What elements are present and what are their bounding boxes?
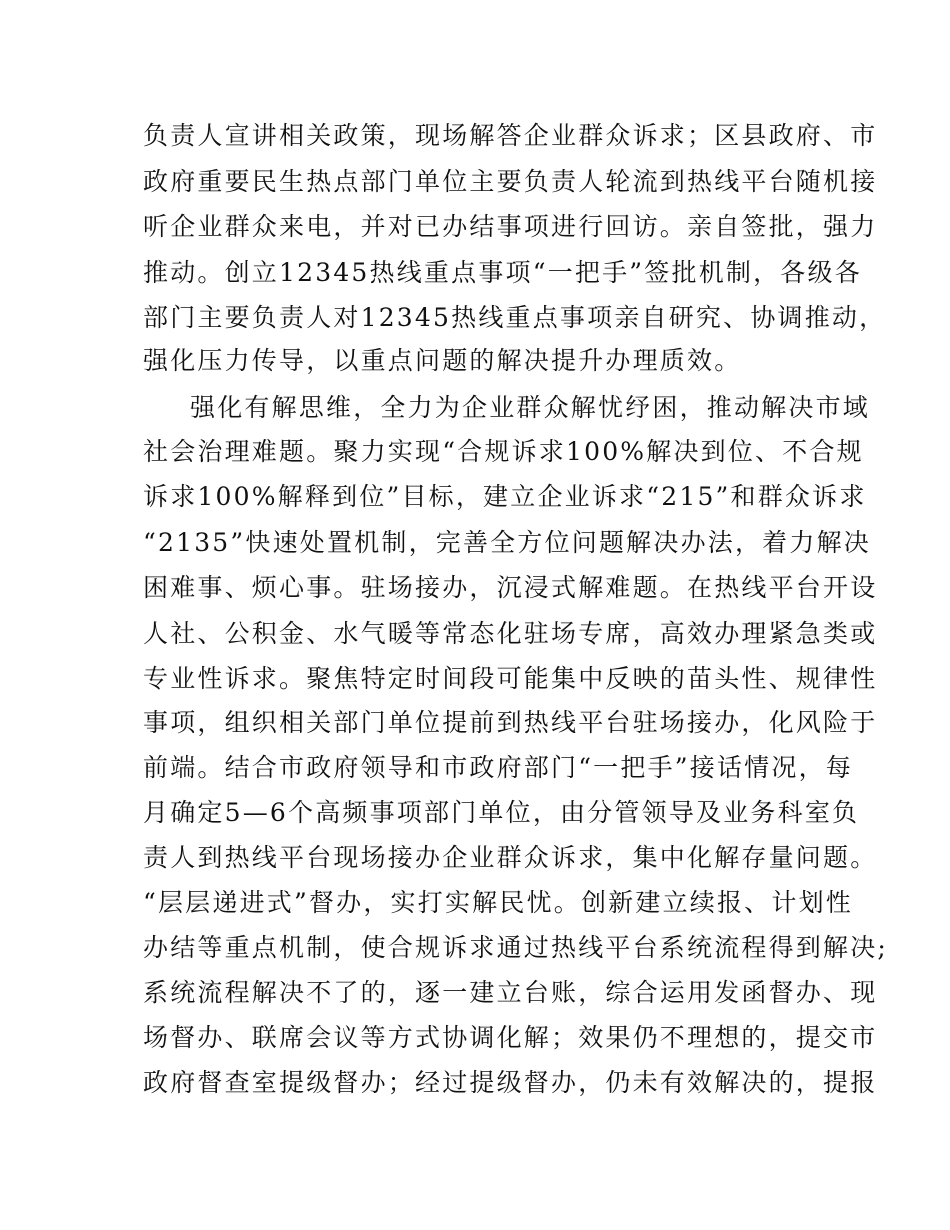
paragraph-1-line-2: 政府重要民生热点部门单位主要负责人轮流到热线平台随机接: [143, 167, 878, 196]
paragraph-2-line-2: 社会治理难题。聚力实现“合规诉求100%解决到位、不合规: [143, 437, 864, 466]
paragraph-1-line-1: 负责人宣讲相关政策，现场解答企业群众诉求；区县政府、市: [143, 121, 878, 150]
paragraph-2-line-13: 办结等重点机制，使合规诉求通过热线平台系统流程得到解决;: [143, 933, 889, 962]
paragraph-1-line-3: 听企业群众来电，并对已办结事项进行回访。亲自签批，强力: [143, 212, 878, 241]
paragraph-2-line-4: “2135”快速处置机制，完善全方位问题解决办法，着力解决: [143, 528, 871, 557]
paragraph-2-line-5: 困难事、烦心事。驻场接办，沉浸式解难题。在热线平台开设: [143, 573, 878, 602]
paragraph-2-line-7: 专业性诉求。聚焦特定时间段可能集中反映的苗头性、规律性: [143, 664, 878, 693]
paragraph-2-line-12: “层层递进式”督办，实打实解民忧。创新建立续报、计划性: [143, 888, 853, 917]
paragraph-2-line-6: 人社、公积金、水气暖等常态化驻场专席，高效办理紧急类或: [143, 619, 878, 648]
paragraph-2-line-3: 诉求100%解释到位”目标，建立企业诉求“215”和群众诉求: [143, 482, 867, 511]
paragraph-1-line-6: 强化压力传导，以重点问题的解决提升办理质效。: [143, 346, 742, 375]
paragraph-2-line-8: 事项，组织相关部门单位提前到热线平台驻场接办，化风险于: [143, 708, 878, 737]
paragraph-1-line-5: 部门主要负责人对12345热线重点事项亲自研究、协调推动，: [143, 303, 887, 332]
paragraph-2-line-9: 前端。结合市政府领导和市政府部门“一把手”接话情况，每: [143, 753, 853, 782]
paragraph-2-line-14: 系统流程解决不了的，逐一建立台账，综合运用发函督办、现: [143, 978, 878, 1007]
paragraph-2-line-15: 场督办、联席会议等方式协调化解；效果仍不理想的，提交市: [143, 1023, 878, 1052]
paragraph-2-line-11: 责人到热线平台现场接办企业群众诉求，集中化解存量问题。: [143, 843, 878, 872]
paragraph-2-line-16: 政府督查室提级督办；经过提级督办，仍未有效解决的，提报: [143, 1068, 878, 1097]
paragraph-2-line-1: 强化有解思维，全力为企业群众解忧纾困，推动解决市域: [190, 393, 871, 422]
paragraph-1-line-4: 推动。创立12345热线重点事项“一把手”签批机制，各级各: [143, 258, 862, 287]
paragraph-2-line-10: 月确定5—6个高频事项部门单位，由分管领导及业务科室负: [143, 798, 860, 827]
